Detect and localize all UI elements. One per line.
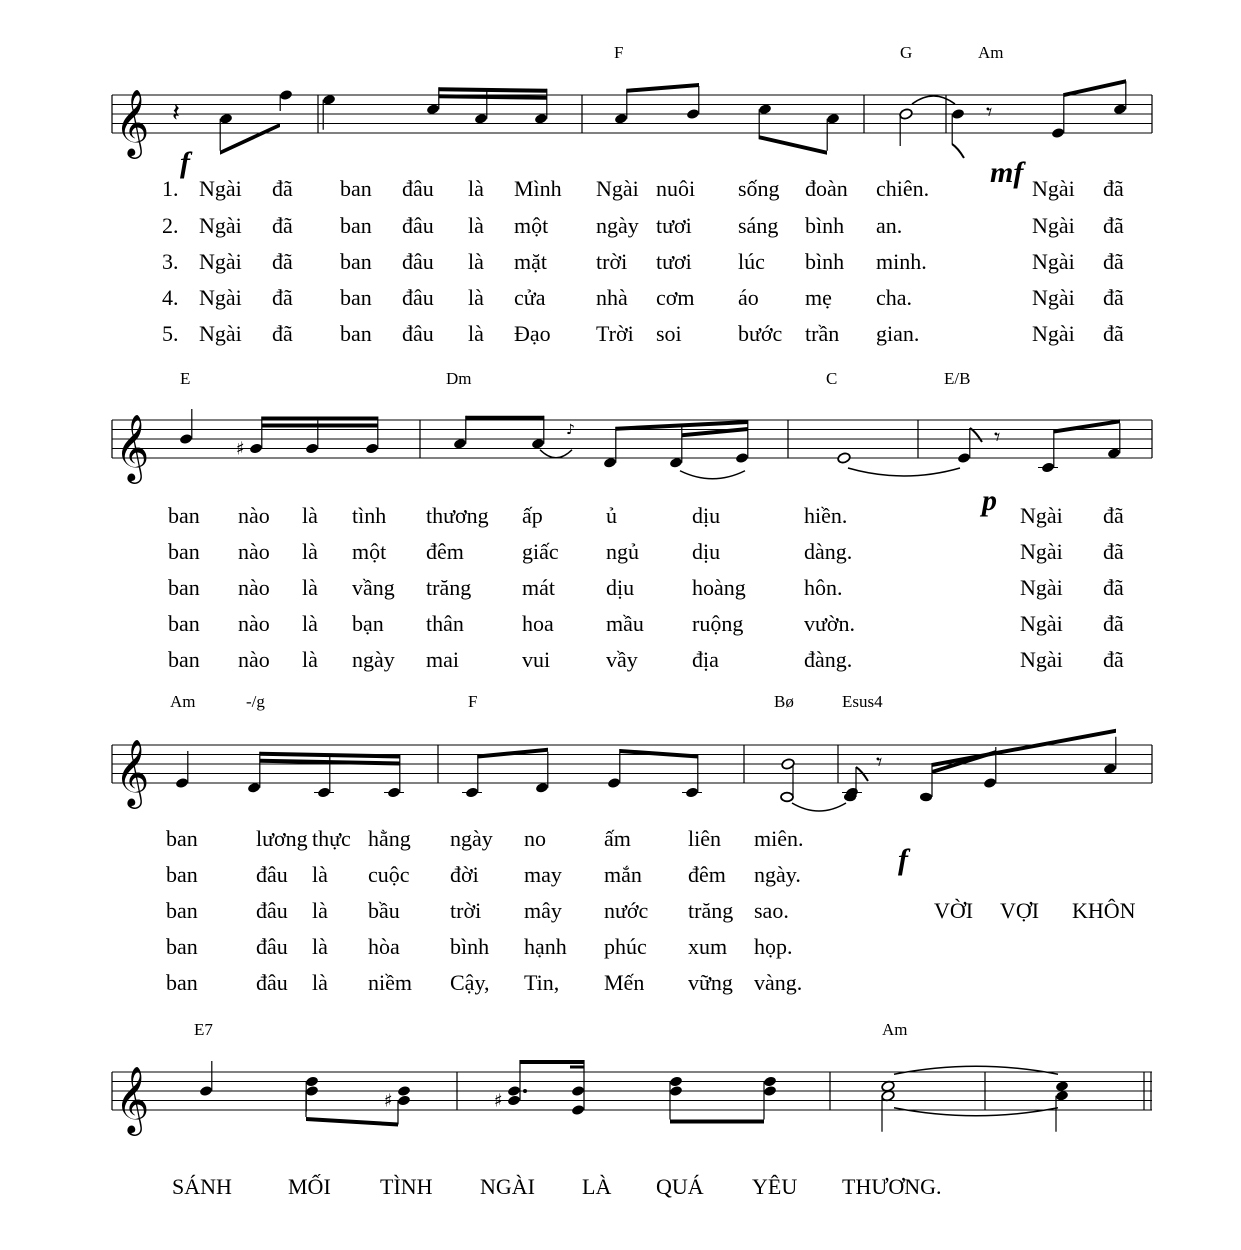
lyric-syllable: đã [1103,647,1124,672]
chord-symbol: F [468,692,478,711]
chord-symbol: Dm [446,369,472,388]
refrain-syllable: SÁNH [172,1174,232,1199]
lyric-syllable: xum [688,934,728,959]
sharp-icon: ♯ [494,1090,503,1112]
staff-3 [112,729,1152,811]
dynamic-marking: mf [990,156,1024,189]
lyric-syllable: Ngài [1020,503,1063,528]
refrain-syllable: QUÁ [656,1174,704,1199]
lyric-syllable: nhà [596,285,628,310]
beam [759,135,827,155]
beam [682,427,748,437]
lyric-syllable: bình [450,934,490,959]
lyric-syllable: 5. [162,321,179,346]
lyric-syllable: hiền. [804,503,848,528]
lyric-syllable: đã [1103,539,1124,564]
beam [1054,419,1120,433]
lyric-syllable: Cậy, [450,970,490,995]
note-head [957,452,971,464]
lyric-syllable: Mến [604,970,645,995]
lyric-syllable: ban [340,321,372,346]
lyric-syllable: sáng [738,213,779,238]
chord-symbol: Esus4 [842,692,883,711]
lyric-syllable: nuôi [656,176,696,201]
lyric-syllable: Đạo [514,321,551,346]
lyric-syllable: bầu [368,898,400,923]
lyric-syllable: hoàng [692,575,746,600]
lyric-syllable: bước [738,321,783,346]
lyric-syllable: Ngài [199,176,242,201]
lyric-syllable: nào [238,539,270,564]
lyric-syllable: Tin, [524,970,560,995]
note-head [507,1094,521,1106]
lyric-syllable: đêm [426,539,464,564]
note-head [763,1085,777,1097]
lyric-syllable: mát [522,575,555,600]
lyric-syllable: là [312,862,328,887]
note-head [249,442,263,454]
lyric-syllable: địa [692,647,719,672]
lyric-syllable: niềm [368,970,412,995]
staff-4 [112,1060,1152,1136]
refrain-syllable: MỐI [288,1174,331,1199]
tie [540,450,572,458]
lyric-syllable: ban [340,176,372,201]
lyric-syllable: vầng [352,575,395,600]
note-head [571,1085,585,1097]
dynamic-marking: f [180,146,190,179]
lyric-syllable: là [302,503,318,528]
refrain-syllable: YÊU [752,1174,798,1199]
lyric-syllable: cha. [876,285,913,310]
note-head [837,452,851,464]
lyric-syllable: là [302,575,318,600]
lyric-syllable: mây [524,898,562,923]
chord-symbol: F [614,43,624,62]
lyric-syllable: Ngài [199,285,242,310]
lyric-syllable: thực [312,826,351,851]
beam [520,1060,584,1064]
lyric-syllable: Ngài [199,321,242,346]
lyric-syllable: Ngài [199,213,242,238]
lyric-syllable: no [524,826,546,851]
lyric-syllable: đời [450,862,479,887]
lyric-syllable: là [468,213,484,238]
lyric-syllable: Trời [596,321,634,346]
lyric-syllable: đã [1103,285,1124,310]
lyric-syllable: là [302,611,318,636]
chord-symbol: C [826,369,838,388]
lyric-syllable: mầu [606,611,644,636]
lyric-syllable: đã [272,285,293,310]
lyric-syllable: hằng [368,826,411,851]
lyric-syllable: soi [656,321,682,346]
lyric-syllable: đã [1103,575,1124,600]
chord-symbol: Bø [774,692,794,711]
lyric-syllable: sao. [754,898,789,923]
lyric-syllable: là [302,539,318,564]
lyric-syllable: vui [522,647,551,672]
note-head [844,793,856,802]
lyric-syllable: thương [426,503,489,528]
lyric-syllable: vườn. [804,611,856,636]
note-head [305,1085,319,1097]
note-head [669,1075,683,1087]
lyric-syllable: ngày [450,826,493,851]
lyric-syllable: minh. [876,249,927,274]
lyric-syllable: đâu [256,898,288,923]
sharp-icon: ♯ [236,438,245,460]
beam [262,417,378,421]
beam [932,729,1116,767]
lyric-syllable: trời [450,898,482,923]
lyric-syllable: phúc [604,934,647,959]
lyric-syllable: Ngài [1020,611,1063,636]
lyric-syllable: ban [340,249,372,274]
lyric-syllable: 4. [162,285,179,310]
lyric-syllable: trời [596,249,628,274]
lyric-syllable: an. [876,213,903,238]
beam [262,424,378,428]
lyric-syllable: ban [168,503,200,528]
beam [220,123,280,155]
lyric-syllable: đâu [256,970,288,995]
lyric-syllable: ngủ [606,539,639,564]
lyric-syllable: hòa [368,934,400,959]
lyric-syllable: đã [1103,321,1124,346]
lyric-syllable: một [352,539,387,564]
lyric-syllable: 2. [162,213,179,238]
chord-symbol: E7 [194,1020,213,1039]
lyric-syllable: Ngài [1032,249,1075,274]
note-head [507,1085,521,1097]
lyric-syllable: vầy [606,647,638,672]
refrain-syllable: NGÀI [480,1174,535,1199]
lyric-syllable: hạnh [524,934,567,959]
lyric-syllable: cửa [514,285,546,310]
dynamic-marking: f [898,843,908,876]
lyric-syllable: 3. [162,249,179,274]
lyric-syllable: đã [272,176,293,201]
lyric-syllable: ban [166,862,198,887]
lyric-syllable: dịu [692,539,721,564]
note-head [571,1104,585,1116]
treble-clef-icon: 𝄞 [115,738,150,806]
lyric-syllable: đã [1103,249,1124,274]
note-head [279,89,293,101]
note-head [607,777,621,789]
beam [670,1120,764,1124]
lyric-syllable: 1. [162,176,179,201]
lyric-syllable: Ngài [1032,321,1075,346]
refrain-syllable: VỜI [934,898,974,923]
lyric-syllable: ấp [522,503,543,528]
beam [306,1117,398,1127]
beam [1064,79,1126,97]
lyric-syllable: tươi [656,213,692,238]
note-head [735,452,749,464]
lyric-syllable: ấm [604,826,631,851]
grace-note-icon: ♪ [566,422,575,438]
lyric-syllable: nào [238,647,270,672]
staff-1 [112,79,1152,159]
lyric-syllable: ngày [352,647,395,672]
lyric-syllable: là [468,321,484,346]
lyric-syllable: hoa [522,611,554,636]
lyric-syllable: là [312,934,328,959]
tie [894,1108,1058,1116]
lyric-syllable: ban [166,826,198,851]
note-head [951,108,965,120]
lyric-syllable: mẹ [805,285,832,310]
beam [627,83,699,93]
lyric-syllable: đoàn [805,176,848,201]
flag [952,144,964,158]
refrain-syllable: VỢI [1000,898,1040,923]
lyric-syllable: Ngài [1020,575,1063,600]
quarter-rest-icon: 𝄽 [172,98,180,128]
lyric-syllable: đã [1103,503,1124,528]
lyric-syllable: ban [168,611,200,636]
lyric-syllable: Mình [514,176,562,201]
lyric-syllable: ruộng [692,611,744,636]
lyric-syllable: sống [738,176,780,201]
lyric-syllable: vàng. [754,970,803,995]
tie [912,96,955,104]
note-head [686,108,700,120]
lyric-syllable: may [524,862,562,887]
lyric-syllable: bạn [352,611,384,636]
lyric-syllable: ban [168,539,200,564]
note-head [175,777,189,789]
lyric-syllable: bình [805,249,845,274]
lyric-syllable: đã [1103,176,1124,201]
lyric-syllable: mai [426,647,459,672]
lyric-syllable: một [514,213,549,238]
lyric-syllable: đã [272,249,293,274]
lyric-syllable: Ngài [1032,176,1075,201]
lyric-syllable: ban [168,575,200,600]
lyric-syllable: ban [168,647,200,672]
staff-2 [112,409,1152,484]
lyric-syllable: vững [688,970,733,995]
lyric-syllable: dàng. [804,539,853,564]
chord-symbol: -/g [246,692,265,711]
lyric-syllable: đêm [688,862,726,887]
chord-symbol: E/B [944,369,971,388]
lyric-syllable: đâu [256,934,288,959]
lyric-syllable: đâu [402,249,434,274]
tie [894,1066,1058,1074]
lyric-syllable: nước [604,898,649,923]
note-head [305,1075,319,1087]
lyric-syllable: mặt [514,249,547,274]
note-head [365,442,379,454]
lyric-syllable: giấc [522,539,559,564]
eighth-rest-icon: 𝄾 [994,423,1001,451]
beam [478,748,548,759]
flag [970,428,982,442]
chord-symbol: E [180,369,191,388]
lyric-syllable: nào [238,503,270,528]
lyric-syllable: nào [238,611,270,636]
lyric-syllable: chiên. [876,176,930,201]
lyric-syllable: ban [166,898,198,923]
lyric-syllable: Ngài [596,176,639,201]
lyric-syllable: ngày [596,213,639,238]
tie [792,803,846,811]
lyric-syllable: đâu [402,285,434,310]
lyric-syllable: mắn [604,862,642,887]
lyric-syllable: dịu [692,503,721,528]
refrain-syllable: KHÔN [1072,898,1136,923]
lyric-syllable: là [468,176,484,201]
tie [848,468,960,476]
lyric-syllable: đã [272,321,293,346]
beam [466,416,544,420]
lyric-syllable: lúc [738,249,765,274]
note-head [669,1085,683,1097]
lyric-syllable: thân [426,611,464,636]
lyric-syllable: là [468,249,484,274]
chord-symbol: Am [882,1020,908,1039]
lyric-syllable: là [312,898,328,923]
lyric-syllable: là [312,970,328,995]
note-head [397,1085,411,1097]
lyric-syllable: cuộc [368,862,410,887]
lyric-syllable: bình [805,213,845,238]
lyric-syllable: Ngài [199,249,242,274]
lyric-syllable: là [302,647,318,672]
note-head [763,1075,777,1087]
beam [620,749,698,759]
lyric-syllable: ủ [606,503,617,528]
note-head [305,442,319,454]
lyric-syllable: ban [166,970,198,995]
beam [439,87,547,93]
tie [680,471,745,479]
lyric-syllable: đàng. [804,647,853,672]
chord-symbol: Am [170,692,196,711]
lyric-syllable: Ngài [1032,285,1075,310]
treble-clef-icon: 𝄞 [115,88,150,156]
note-head [920,793,932,802]
lyric-syllable: đâu [256,862,288,887]
lyric-syllable: ban [340,213,372,238]
lyric-syllable: Ngài [1020,539,1063,564]
lyric-syllable: đâu [402,321,434,346]
note-head [179,433,193,445]
treble-clef-icon: 𝄞 [115,1065,150,1133]
lyric-syllable: gian. [876,321,920,346]
dot-icon [523,1089,527,1093]
refrain-syllable: TÌNH [380,1174,433,1199]
lyric-syllable: trần [805,321,840,346]
lyric-syllable: là [468,285,484,310]
lyric-syllable: họp. [754,934,793,959]
lyric-syllable: đâu [402,213,434,238]
lyric-syllable: áo [738,285,759,310]
note-head [983,777,997,789]
note-head [899,108,913,120]
note-head [397,1094,411,1106]
refrain-syllable: THƯƠNG. [842,1174,942,1199]
lyric-syllable: cơm [656,285,695,310]
eighth-rest-icon: 𝄾 [986,98,993,126]
lyric-syllable: đã [1103,213,1124,238]
lyric-syllable: hôn. [804,575,843,600]
note-head [1051,127,1065,139]
lyric-syllable: ban [340,285,372,310]
lyric-syllable: Ngài [1032,213,1075,238]
lyric-syllable: đã [1103,611,1124,636]
lyric-syllable: miên. [754,826,804,851]
refrain-syllable: LÀ [582,1174,612,1199]
lyric-syllable: trăng [426,575,472,600]
lyric-syllable: ngày. [754,862,801,887]
lyric-syllable: dịu [606,575,635,600]
lyric-syllable: đâu [402,176,434,201]
eighth-rest-icon: 𝄾 [876,748,883,776]
lyric-syllable: tình [352,503,387,528]
dynamic-marking: p [982,484,997,517]
lyric-syllable: tươi [656,249,692,274]
lyric-syllable: ban [166,934,198,959]
lyric-syllable: nào [238,575,270,600]
treble-clef-icon: 𝄞 [115,413,150,481]
sharp-icon: ♯ [384,1090,393,1112]
lyric-syllable: Ngài [1020,647,1063,672]
chord-symbol: Am [978,43,1004,62]
note-head [781,793,793,802]
chord-symbol: G [900,43,913,62]
lyric-syllable: trăng [688,898,734,923]
lyric-syllable: liên [688,826,721,851]
lyric-syllable: lương [256,826,308,851]
note-head [199,1085,213,1097]
lyric-syllable: đã [272,213,293,238]
